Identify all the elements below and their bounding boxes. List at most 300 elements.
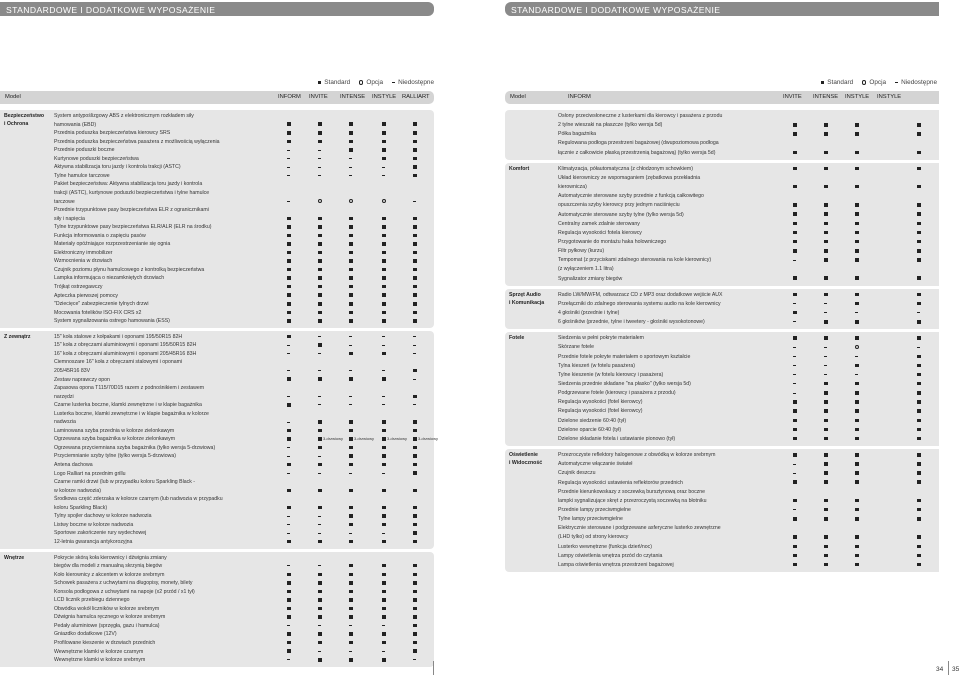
row-label: Tempomat (z przyciskami zdalnego sterowania na kole kierownicy) bbox=[558, 257, 712, 264]
standard-mark bbox=[824, 249, 828, 253]
row-label: 15" koła z obręczami aluminiowymi i oponami 195/50R15 82H bbox=[54, 342, 197, 349]
table-row bbox=[0, 266, 434, 274]
table-row bbox=[505, 318, 939, 326]
na-mark bbox=[793, 356, 796, 357]
standard-icon bbox=[855, 211, 879, 219]
standard-mark bbox=[824, 428, 828, 432]
standard-mark bbox=[917, 499, 921, 503]
standard-icon bbox=[917, 515, 941, 523]
standard-mark bbox=[917, 240, 921, 244]
na-mark bbox=[318, 158, 321, 159]
table-row bbox=[0, 393, 434, 401]
na-icon bbox=[793, 300, 817, 308]
standard-mark bbox=[793, 409, 797, 413]
standard-icon bbox=[824, 183, 848, 191]
standard-mark bbox=[793, 151, 797, 155]
standard-mark bbox=[382, 293, 386, 297]
na-icon bbox=[413, 333, 437, 341]
standard-mark bbox=[413, 174, 417, 178]
standard-mark bbox=[349, 225, 353, 229]
standard-icon bbox=[287, 138, 311, 146]
standard-icon bbox=[824, 238, 848, 246]
table-row bbox=[0, 146, 434, 154]
standard-mark bbox=[287, 302, 291, 306]
na-mark bbox=[382, 396, 385, 397]
right-legend bbox=[821, 79, 937, 86]
standard-mark bbox=[413, 531, 417, 535]
table-row bbox=[0, 274, 434, 282]
standard-mark bbox=[287, 140, 291, 144]
na-mark bbox=[318, 353, 321, 354]
standard-mark bbox=[287, 403, 291, 407]
standard-mark bbox=[382, 217, 386, 221]
na-mark bbox=[793, 365, 796, 366]
standard-icon bbox=[318, 341, 342, 349]
standard-icon bbox=[382, 283, 406, 291]
standard-mark bbox=[917, 249, 921, 253]
group-name: Sprzęt Audio i Komunikacja bbox=[509, 291, 545, 306]
option-mark bbox=[318, 199, 322, 203]
standard-mark bbox=[382, 242, 386, 246]
standard-mark bbox=[382, 446, 386, 450]
standard-icon bbox=[287, 630, 311, 638]
na-mark bbox=[793, 383, 796, 384]
standard-icon bbox=[824, 130, 848, 138]
standard-icon bbox=[824, 426, 848, 434]
row-label: Schowek pasażera z uchwytami na długopisy, monety, bilety bbox=[54, 580, 193, 587]
model-label: Model bbox=[510, 94, 526, 100]
standard-mark bbox=[382, 148, 386, 152]
standard-icon bbox=[318, 138, 342, 146]
standard-mark bbox=[287, 122, 291, 126]
na-icon bbox=[318, 622, 342, 630]
standard-icon bbox=[855, 362, 879, 370]
col-intense: INTENSE bbox=[340, 94, 366, 100]
feature-group bbox=[0, 110, 434, 328]
na-icon bbox=[287, 172, 311, 180]
na-icon bbox=[349, 367, 373, 375]
standard-icon bbox=[413, 622, 437, 630]
standard-mark bbox=[413, 564, 417, 568]
option-icon bbox=[359, 80, 363, 84]
na-icon bbox=[349, 622, 373, 630]
na-icon bbox=[413, 376, 437, 384]
standard-icon bbox=[287, 571, 311, 579]
row-label: Ogrzewana przyciemniana szyba bagażnika (tylko wersja 5-drzwiowa) bbox=[54, 444, 216, 451]
table-row bbox=[0, 121, 434, 129]
standard-icon bbox=[287, 274, 311, 282]
standard-icon bbox=[824, 515, 848, 523]
standard-icon bbox=[318, 121, 342, 129]
standard-mark bbox=[413, 437, 417, 441]
standard-icon bbox=[413, 163, 437, 171]
na-mark bbox=[855, 374, 858, 375]
standard-mark bbox=[793, 123, 797, 127]
standard-icon bbox=[287, 257, 311, 265]
col-inform: INFORM bbox=[278, 94, 301, 100]
standard-mark bbox=[855, 249, 859, 253]
standard-mark bbox=[824, 336, 828, 340]
standard-icon bbox=[413, 300, 437, 308]
standard-mark bbox=[793, 453, 797, 457]
row-label: LCD licznik przebiegu dziennego bbox=[54, 597, 130, 604]
standard-mark bbox=[349, 293, 353, 297]
standard-mark bbox=[793, 437, 797, 441]
standard-mark bbox=[318, 632, 322, 636]
standard-mark bbox=[349, 463, 353, 467]
standard-mark bbox=[793, 499, 797, 503]
standard-mark bbox=[793, 293, 797, 297]
na-icon bbox=[824, 353, 848, 361]
row-label: Listwy boczne w kolorze nadwozia bbox=[54, 521, 134, 528]
standard-mark bbox=[917, 554, 921, 558]
standard-mark bbox=[855, 499, 859, 503]
row-label: Trójkąt ostrzegawczy bbox=[54, 284, 103, 290]
table-row bbox=[0, 639, 434, 647]
na-mark bbox=[855, 356, 858, 357]
standard-mark bbox=[413, 395, 417, 399]
standard-mark bbox=[382, 251, 386, 255]
standard-icon bbox=[917, 362, 941, 370]
standard-mark bbox=[382, 225, 386, 229]
standard-icon bbox=[382, 521, 406, 529]
standard-icon bbox=[824, 417, 848, 425]
standard-mark bbox=[382, 615, 386, 619]
standard-mark bbox=[382, 319, 386, 323]
standard-icon bbox=[413, 155, 437, 163]
standard-icon bbox=[349, 656, 373, 664]
na-icon bbox=[318, 562, 342, 570]
standard-icon bbox=[917, 417, 941, 425]
standard-mark bbox=[413, 276, 417, 280]
standard-icon bbox=[287, 588, 311, 596]
table-row bbox=[505, 149, 939, 157]
table-row bbox=[505, 497, 939, 505]
standard-icon bbox=[413, 538, 437, 546]
standard-mark bbox=[382, 429, 386, 433]
row-label: Czarne lusterka boczne, klamki zewnętrzne i w klapie bagażnika bbox=[54, 402, 202, 409]
standard-icon bbox=[824, 479, 848, 487]
row-label: Konsola podłogowa z uchwytami na napoje (x2 przód / x1 tył) bbox=[54, 588, 195, 595]
na-mark bbox=[287, 201, 290, 202]
standard-icon bbox=[855, 300, 879, 308]
standard-icon bbox=[793, 149, 817, 157]
standard-icon bbox=[824, 165, 848, 173]
standard-icon bbox=[382, 257, 406, 265]
standard-icon bbox=[855, 469, 879, 477]
table-row bbox=[505, 552, 939, 560]
standard-mark bbox=[917, 276, 921, 280]
row-label: narzędzi bbox=[54, 393, 74, 400]
standard-icon bbox=[917, 201, 941, 209]
row-label: 2 tylne wieszaki na płaszcze (tylko wersja 5d) bbox=[558, 122, 663, 129]
standard-mark bbox=[349, 598, 353, 602]
standard-mark bbox=[349, 523, 353, 527]
standard-icon bbox=[382, 350, 406, 358]
table-row bbox=[0, 309, 434, 317]
na-mark bbox=[318, 524, 321, 525]
group-name: Fotele bbox=[509, 335, 525, 342]
standard-icon bbox=[793, 497, 817, 505]
standard-mark bbox=[318, 259, 322, 263]
standard-mark bbox=[793, 428, 797, 432]
na-mark bbox=[318, 516, 321, 517]
table-row bbox=[505, 435, 939, 443]
right-column-header bbox=[505, 91, 939, 104]
standard-icon bbox=[824, 380, 848, 388]
standard-icon bbox=[824, 543, 848, 551]
col-instyle: INSTYLE bbox=[372, 94, 397, 100]
standard-mark bbox=[855, 203, 859, 207]
row-label: Regulowana podłoga przestrzeni bagażowej (dwupoziomowa podłoga bbox=[558, 140, 719, 147]
row-label: Automatycznie sterowane szyby przednie z funkcją całkowitego bbox=[558, 193, 704, 200]
row-label: Antena dachowa bbox=[54, 462, 93, 468]
standard-icon bbox=[824, 211, 848, 219]
standard-icon bbox=[382, 562, 406, 570]
standard-icon bbox=[413, 266, 437, 274]
na-icon bbox=[287, 470, 311, 478]
standard-icon bbox=[413, 283, 437, 291]
standard-mark bbox=[917, 212, 921, 216]
standard-icon bbox=[349, 461, 373, 469]
standard-icon bbox=[413, 309, 437, 317]
standard-icon bbox=[382, 266, 406, 274]
na-mark bbox=[349, 345, 352, 346]
row-label: 205/45R16 83V bbox=[54, 367, 91, 374]
standard-icon bbox=[382, 538, 406, 546]
na-mark bbox=[318, 404, 321, 405]
standard-mark bbox=[917, 508, 921, 512]
standard-mark bbox=[855, 428, 859, 432]
table-row bbox=[0, 656, 434, 664]
standard-mark bbox=[413, 624, 417, 628]
na-mark bbox=[349, 396, 352, 397]
na-icon bbox=[287, 198, 311, 206]
standard-icon bbox=[382, 605, 406, 613]
standard-icon bbox=[855, 220, 879, 228]
standard-mark bbox=[793, 419, 797, 423]
standard-mark bbox=[349, 658, 353, 662]
standard-icon bbox=[382, 129, 406, 137]
right-header: STANDARDOWE I DODATKOWE WYPOSAŻENIE bbox=[505, 2, 939, 16]
standard-icon bbox=[855, 130, 879, 138]
na-icon bbox=[855, 353, 879, 361]
standard-icon bbox=[349, 300, 373, 308]
row-label: Logo Ralliart na przednim grillu bbox=[54, 470, 126, 477]
na-mark bbox=[318, 533, 321, 534]
table-row bbox=[0, 232, 434, 240]
standard-mark bbox=[855, 222, 859, 226]
standard-icon bbox=[318, 274, 342, 282]
standard-icon bbox=[287, 487, 311, 495]
standard-icon bbox=[413, 435, 437, 443]
na-mark bbox=[824, 347, 827, 348]
na-mark bbox=[287, 422, 290, 423]
col-invite: INVITE bbox=[783, 94, 802, 100]
na-icon bbox=[793, 506, 817, 514]
standard-icon bbox=[318, 266, 342, 274]
row-label: Wewnętrzne klamki w kolorze czarnym bbox=[54, 648, 144, 655]
standard-mark bbox=[349, 319, 353, 323]
page-number-divider bbox=[948, 661, 949, 675]
na-mark bbox=[349, 370, 352, 371]
na-icon bbox=[793, 353, 817, 361]
table-row bbox=[505, 201, 939, 209]
na-icon bbox=[318, 350, 342, 358]
standard-mark bbox=[824, 419, 828, 423]
standard-mark bbox=[287, 463, 291, 467]
standard-mark bbox=[318, 268, 322, 272]
na-icon bbox=[349, 529, 373, 537]
row-label: Gniazdko dodatkowe (12V) bbox=[54, 631, 117, 638]
standard-icon bbox=[349, 317, 373, 325]
row-label: Regulacja wysokości (fotel kierowcy) bbox=[558, 408, 643, 415]
standard-icon bbox=[793, 407, 817, 415]
standard-icon bbox=[318, 605, 342, 613]
na-icon bbox=[413, 341, 437, 349]
row-label: Kurtynowe poduszki bezpieczeństwa bbox=[54, 155, 139, 162]
standard-icon bbox=[413, 529, 437, 537]
standard-mark bbox=[349, 234, 353, 238]
row-label: Przełączniki do zdalnego sterowania systemu audio na kole kierownicy bbox=[558, 300, 721, 307]
standard-mark bbox=[318, 573, 322, 577]
standard-mark bbox=[318, 276, 322, 280]
standard-icon bbox=[917, 256, 941, 264]
standard-mark bbox=[287, 251, 291, 255]
table-row bbox=[505, 362, 939, 370]
standard-icon bbox=[382, 138, 406, 146]
standard-mark bbox=[349, 420, 353, 424]
standard-icon bbox=[413, 367, 437, 375]
standard-icon bbox=[824, 435, 848, 443]
na-mark bbox=[287, 533, 290, 534]
standard-mark bbox=[382, 523, 386, 527]
standard-mark bbox=[413, 641, 417, 645]
row-label: Skórzane fotele bbox=[558, 344, 595, 351]
standard-icon bbox=[917, 334, 941, 342]
na-icon bbox=[793, 380, 817, 388]
standard-mark bbox=[793, 185, 797, 189]
table-row bbox=[0, 215, 434, 223]
row-label: Dzielone składanie fotela i ustawianie pionowo (tył) bbox=[558, 435, 676, 442]
standard-icon bbox=[382, 487, 406, 495]
na-icon bbox=[287, 656, 311, 664]
standard-mark bbox=[382, 157, 386, 161]
row-label: Koło kierownicy z akcentem w kolorze srebrnym bbox=[54, 571, 165, 578]
standard-icon bbox=[382, 579, 406, 587]
table-row bbox=[505, 130, 939, 138]
table-row bbox=[505, 291, 939, 299]
na-mark bbox=[917, 312, 920, 313]
standard-icon bbox=[349, 121, 373, 129]
standard-icon bbox=[349, 283, 373, 291]
row-label: Automatyczne włączanie świateł bbox=[558, 461, 633, 468]
row-label: Lampa oświetlenia wnętrza przestrzeni bagażowej bbox=[558, 561, 674, 568]
standard-icon bbox=[318, 613, 342, 621]
standard-icon bbox=[413, 215, 437, 223]
standard-icon bbox=[349, 266, 373, 274]
na-mark bbox=[824, 365, 827, 366]
standard-mark bbox=[318, 489, 322, 493]
standard-mark bbox=[318, 131, 322, 135]
standard-mark bbox=[413, 615, 417, 619]
row-label: Osłony przeciwsłoneczne z lusterkami dla kierowcy i pasażera z przodu bbox=[558, 113, 723, 119]
table-row bbox=[0, 418, 434, 426]
standard-icon bbox=[824, 318, 848, 326]
standard-mark bbox=[287, 615, 291, 619]
standard-mark bbox=[855, 391, 859, 395]
standard-mark bbox=[349, 446, 353, 450]
na-mark bbox=[824, 312, 827, 313]
standard-icon bbox=[349, 223, 373, 231]
standard-mark bbox=[917, 471, 921, 475]
option-mark bbox=[349, 199, 353, 203]
standard-icon bbox=[793, 211, 817, 219]
left-legend bbox=[318, 79, 434, 86]
table-row bbox=[505, 121, 939, 129]
na-icon bbox=[287, 452, 311, 460]
table-row bbox=[505, 309, 939, 317]
na-mark bbox=[318, 565, 321, 566]
standard-mark bbox=[413, 140, 417, 144]
standard-mark bbox=[349, 352, 353, 356]
na-mark bbox=[349, 404, 352, 405]
na-icon bbox=[318, 155, 342, 163]
feature-group bbox=[0, 331, 439, 549]
table-row bbox=[0, 163, 434, 171]
standard-mark bbox=[824, 258, 828, 262]
feature-group bbox=[505, 110, 939, 160]
standard-mark bbox=[793, 167, 797, 171]
standard-icon bbox=[824, 149, 848, 157]
na-mark bbox=[382, 533, 385, 534]
standard-icon bbox=[318, 317, 342, 325]
standard-mark bbox=[855, 517, 859, 521]
row-label: 4 głośniki (przednie i tylne) bbox=[558, 309, 620, 316]
na-mark bbox=[824, 356, 827, 357]
standard-mark bbox=[917, 517, 921, 521]
standard-mark bbox=[855, 419, 859, 423]
standard-icon bbox=[917, 238, 941, 246]
standard-icon bbox=[318, 309, 342, 317]
standard-mark bbox=[855, 554, 859, 558]
table-row bbox=[0, 461, 434, 469]
standard-icon bbox=[855, 543, 879, 551]
row-label: Przygotowanie do montażu haka holowniczego bbox=[558, 238, 667, 245]
standard-icon bbox=[382, 300, 406, 308]
standard-mark bbox=[349, 377, 353, 381]
standard-icon bbox=[349, 571, 373, 579]
table-row bbox=[0, 292, 434, 300]
standard-mark bbox=[824, 391, 828, 395]
standard-mark bbox=[349, 122, 353, 126]
table-row bbox=[0, 129, 434, 137]
standard-mark bbox=[349, 148, 353, 152]
standard-icon bbox=[413, 172, 437, 180]
standard-mark bbox=[855, 320, 859, 324]
row-label: Regulacja wysokości (fotel kierowcy) bbox=[558, 399, 643, 406]
option-icon bbox=[862, 80, 866, 84]
standard-mark bbox=[824, 132, 828, 136]
standard-mark bbox=[917, 231, 921, 235]
standard-mark bbox=[349, 564, 353, 568]
standard-icon bbox=[382, 630, 406, 638]
standard-mark bbox=[793, 203, 797, 207]
standard-mark bbox=[793, 563, 797, 567]
standard-icon bbox=[824, 389, 848, 397]
standard-mark bbox=[287, 319, 291, 323]
standard-icon bbox=[287, 538, 311, 546]
